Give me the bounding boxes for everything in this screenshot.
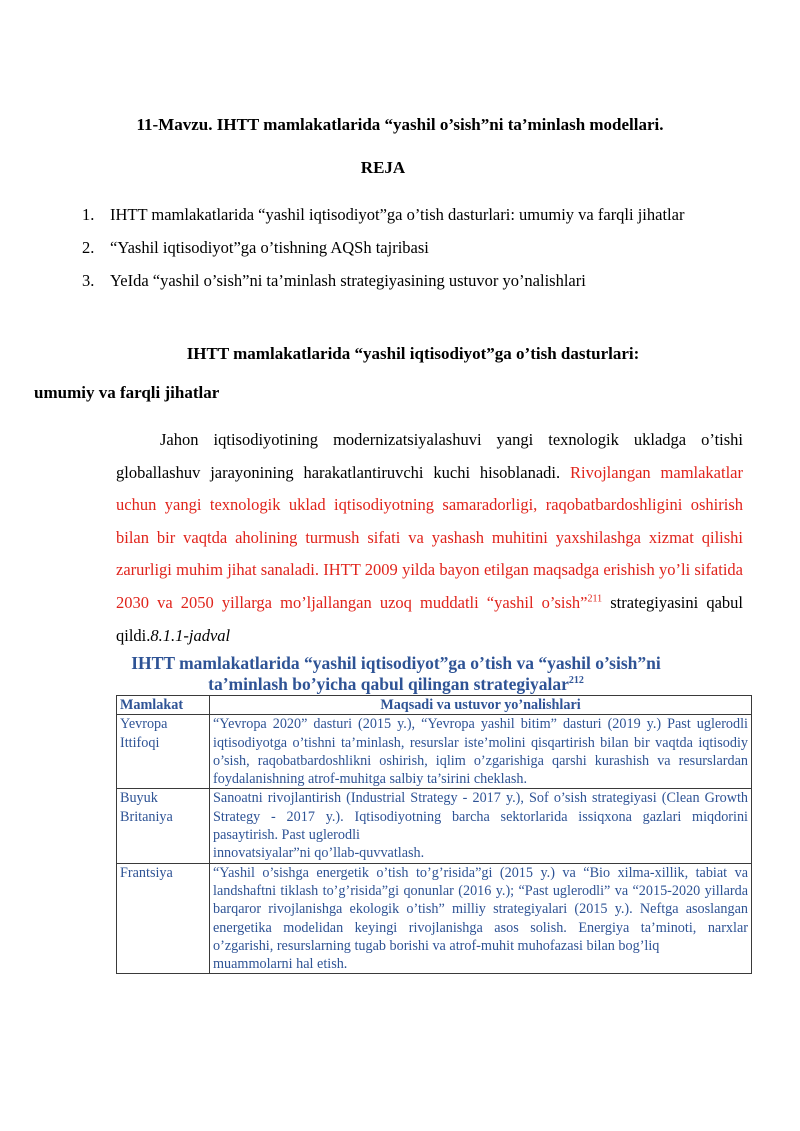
table-header-row — [117, 696, 752, 715]
plan-item — [82, 264, 722, 297]
plan-item-number: 1. — [82, 205, 95, 224]
section-heading-continued: umumiy va farqli jihatlar — [34, 383, 220, 402]
table-reference: 8.1.1-jadval — [150, 625, 231, 645]
table-title-line: IHTT mamlakatlarida “yashil iqtisodiyot”ga o’tish va “yashil o’sish”ni — [131, 653, 661, 673]
country-cell: Buyuk Britaniya — [117, 789, 210, 863]
goals-cell — [210, 715, 752, 789]
table-row — [117, 789, 752, 863]
footnote-marker: 212 — [568, 675, 584, 687]
footnote-marker: 211 — [587, 593, 603, 605]
goals-text-last: innovatsiyalar”ni qo’llab-quvvatlash. — [213, 845, 425, 862]
column-header-country: Mamlakat — [117, 696, 210, 715]
goals-text-last: muammolarni hal etish. — [213, 956, 348, 973]
plan-list — [82, 198, 722, 297]
paragraph-highlighted-text: Rivojlangan mamlakatlar uchun yangi texnologik uklad iqtisodiyotning samaradorligi, raqobatbardoshligini oshirish bilan bir vaqtda aholining turmush sifati va yashash muhitini yaxshilashga xizmat qilishi zarurligi muhim jihat sanaladi. IHTT 2009 yilda bayon etilgan maqsadga erishish yo’li sifatida 2030 va 2050 yillarga mo’ljallangan uzoq muddatli “yashil o’sish” — [116, 462, 743, 612]
table-row — [117, 863, 752, 974]
body-paragraph — [116, 424, 743, 652]
goals-cell — [210, 863, 752, 974]
plan-item-text: “Yashil iqtisodiyot”ga o’tishning AQSh tajribasi — [110, 238, 429, 257]
plan-item — [82, 231, 722, 264]
table-title — [116, 653, 676, 695]
table-title-text: ta’minlash bo’yicha qabul qilingan strategiyalar — [208, 674, 569, 694]
table-title-line — [116, 674, 676, 695]
goals-text: “Yevropa 2020” dasturi (2015 y.), “Yevropa yashil bitim” dasturi (2019 y.) Past uglerodli iqtisodiyotga o’tishni ta’minlash, resurslar iste’molini qisqartirish bilan bir vaqtda iqtisodiy o’sish, raqobatbardoshlikni oshirish, iqlim o’zgarishiga qarshi kurashish va resurslardan — [213, 716, 748, 769]
country-cell: Yevropa Ittifoqi — [117, 715, 210, 789]
paragraph-text: Jahon iqtisodiyotining modernizatsiyalashuvi yangi texnologik ukladga o’tishi globallashuv jarayonining harakatlantiruvchi kuchi hisoblanadi. — [116, 430, 743, 482]
paragraph-text-end: strategiyasini qabul qildi. — [116, 592, 743, 645]
table-row — [117, 715, 752, 789]
goals-text: “Yashil o’sishga energetik o’tish to’g’risida”gi (2015 y.) va “Bio xilma-xillik, tabiat va landshaftni tiklash to’g’risida”gi qonunlar (2016 y.); “Past uglerodli” va “2015-2020 yillarda barqaror rivojlanishga ekologik o’tish” milliy strategiyalari (2015 y.). Neftga asoslangan energetika modelidan keyingi rivojlanishga asos solish. Energiya ta’minoti, narxlar o’zgarishi, resurslarning tugab borishi va atrof-muhit muhofazasi bilan bog’liq — [213, 864, 748, 954]
plan-heading: REJA — [360, 158, 406, 177]
topic-title: 11-Mavzu. IHTT mamlakatlarida “yashil o’sish”ni ta’minlash modellari. — [136, 115, 664, 134]
goals-cell — [210, 789, 752, 863]
section-heading: IHTT mamlakatlarida “yashil iqtisodiyot”ga o’tish dasturlari: — [186, 344, 640, 363]
goals-text: Sanoatni rivojlantirish (Industrial Strategy - 2017 y.), Sof o’sish strategiyasi (Clean Growth Strategy - 2017 y.). Iqtisodiyotning barcha sektorlarida issiqxona gazlari miqdorini pasaytirish. Past uglerodli — [213, 790, 748, 844]
plan-item — [82, 198, 722, 231]
country-cell: Frantsiya — [117, 863, 210, 974]
goals-text-last: foydalanishning atrof-muhitga salbiy ta’sirini cheklash. — [213, 771, 528, 788]
strategies-table — [116, 695, 752, 974]
plan-item-text: YeIda “yashil o’sish”ni ta’minlash strategiyasining ustuvor yo’nalishlari — [110, 271, 586, 290]
plan-item-number: 2. — [82, 238, 95, 257]
plan-item-text: IHTT mamlakatlarida “yashil iqtisodiyot”ga o’tish dasturlari: umumiy va farqli jihatlar — [110, 205, 685, 224]
plan-item-number: 3. — [82, 271, 95, 290]
column-header-goals: Maqsadi va ustuvor yo’nalishlari — [210, 696, 752, 715]
